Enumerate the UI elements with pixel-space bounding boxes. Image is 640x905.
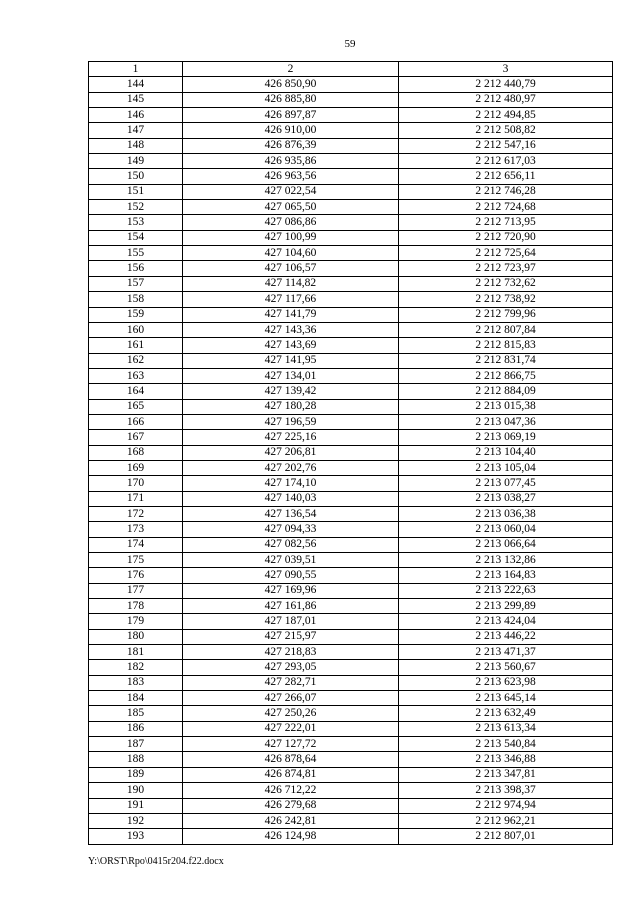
table-row bbox=[89, 261, 613, 276]
cell-x-coordinate: 427 282,71 bbox=[183, 675, 399, 690]
cell-y-coordinate: 2 212 494,85 bbox=[399, 108, 613, 123]
table-row bbox=[89, 230, 613, 245]
cell-x-coordinate: 427 082,56 bbox=[183, 537, 399, 552]
cell-y-coordinate: 2 212 725,64 bbox=[399, 246, 613, 261]
table-row bbox=[89, 368, 613, 383]
cell-point-number: 158 bbox=[89, 292, 183, 307]
cell-point-number: 186 bbox=[89, 721, 183, 736]
table-row bbox=[89, 154, 613, 169]
cell-point-number: 162 bbox=[89, 353, 183, 368]
header-row bbox=[89, 62, 613, 77]
table-row bbox=[89, 307, 613, 322]
cell-point-number: 183 bbox=[89, 675, 183, 690]
cell-y-coordinate: 2 212 807,84 bbox=[399, 322, 613, 337]
cell-y-coordinate: 2 213 347,81 bbox=[399, 767, 613, 782]
cell-point-number: 181 bbox=[89, 645, 183, 660]
cell-x-coordinate: 427 143,69 bbox=[183, 338, 399, 353]
cell-point-number: 157 bbox=[89, 276, 183, 291]
cell-x-coordinate: 427 202,76 bbox=[183, 460, 399, 475]
table-row bbox=[89, 476, 613, 491]
cell-point-number: 190 bbox=[89, 783, 183, 798]
cell-x-coordinate: 427 065,50 bbox=[183, 200, 399, 215]
cell-x-coordinate: 427 143,36 bbox=[183, 322, 399, 337]
footer-file-path: Y:\ORST\Rpo\0415r204.f22.docx bbox=[88, 856, 224, 867]
cell-y-coordinate: 2 212 815,83 bbox=[399, 338, 613, 353]
cell-point-number: 193 bbox=[89, 829, 183, 844]
cell-x-coordinate: 427 117,66 bbox=[183, 292, 399, 307]
cell-point-number: 173 bbox=[89, 522, 183, 537]
cell-point-number: 185 bbox=[89, 706, 183, 721]
cell-point-number: 174 bbox=[89, 537, 183, 552]
cell-y-coordinate: 2 212 732,62 bbox=[399, 276, 613, 291]
cell-point-number: 148 bbox=[89, 138, 183, 153]
cell-x-coordinate: 427 139,42 bbox=[183, 384, 399, 399]
cell-y-coordinate: 2 212 974,94 bbox=[399, 798, 613, 813]
table-row bbox=[89, 568, 613, 583]
cell-y-coordinate: 2 213 164,83 bbox=[399, 568, 613, 583]
cell-point-number: 154 bbox=[89, 230, 183, 245]
cell-point-number: 159 bbox=[89, 307, 183, 322]
cell-y-coordinate: 2 213 613,34 bbox=[399, 721, 613, 736]
table-row bbox=[89, 215, 613, 230]
cell-x-coordinate: 427 106,57 bbox=[183, 261, 399, 276]
cell-point-number: 191 bbox=[89, 798, 183, 813]
column-header-x-coordinate: 2 bbox=[183, 62, 399, 77]
cell-y-coordinate: 2 212 508,82 bbox=[399, 123, 613, 138]
table-row bbox=[89, 691, 613, 706]
cell-y-coordinate: 2 213 632,49 bbox=[399, 706, 613, 721]
cell-x-coordinate: 427 022,54 bbox=[183, 184, 399, 199]
cell-point-number: 168 bbox=[89, 445, 183, 460]
cell-point-number: 172 bbox=[89, 506, 183, 521]
cell-x-coordinate: 427 127,72 bbox=[183, 737, 399, 752]
table-body bbox=[89, 77, 613, 844]
cell-x-coordinate: 426 885,80 bbox=[183, 92, 399, 107]
cell-y-coordinate: 2 212 962,21 bbox=[399, 813, 613, 828]
cell-x-coordinate: 427 250,26 bbox=[183, 706, 399, 721]
cell-point-number: 152 bbox=[89, 200, 183, 215]
cell-point-number: 169 bbox=[89, 460, 183, 475]
cell-x-coordinate: 427 222,01 bbox=[183, 721, 399, 736]
cell-y-coordinate: 2 212 738,92 bbox=[399, 292, 613, 307]
cell-y-coordinate: 2 212 831,74 bbox=[399, 353, 613, 368]
cell-point-number: 165 bbox=[89, 399, 183, 414]
cell-x-coordinate: 427 140,03 bbox=[183, 491, 399, 506]
cell-point-number: 184 bbox=[89, 691, 183, 706]
table-row bbox=[89, 123, 613, 138]
cell-x-coordinate: 426 874,81 bbox=[183, 767, 399, 782]
cell-y-coordinate: 2 212 440,79 bbox=[399, 77, 613, 92]
table-row bbox=[89, 583, 613, 598]
page-number: 59 bbox=[344, 38, 356, 50]
cell-x-coordinate: 426 850,90 bbox=[183, 77, 399, 92]
cell-y-coordinate: 2 213 398,37 bbox=[399, 783, 613, 798]
cell-point-number: 178 bbox=[89, 599, 183, 614]
cell-y-coordinate: 2 213 060,04 bbox=[399, 522, 613, 537]
cell-point-number: 161 bbox=[89, 338, 183, 353]
cell-point-number: 176 bbox=[89, 568, 183, 583]
cell-point-number: 179 bbox=[89, 614, 183, 629]
cell-x-coordinate: 427 104,60 bbox=[183, 246, 399, 261]
cell-y-coordinate: 2 213 346,88 bbox=[399, 752, 613, 767]
table-row bbox=[89, 338, 613, 353]
table-row bbox=[89, 783, 613, 798]
cell-x-coordinate: 426 878,64 bbox=[183, 752, 399, 767]
table-row bbox=[89, 721, 613, 736]
cell-point-number: 171 bbox=[89, 491, 183, 506]
table-row bbox=[89, 506, 613, 521]
table-row bbox=[89, 169, 613, 184]
cell-y-coordinate: 2 213 038,27 bbox=[399, 491, 613, 506]
cell-y-coordinate: 2 213 047,36 bbox=[399, 414, 613, 429]
cell-point-number: 156 bbox=[89, 261, 183, 276]
cell-point-number: 170 bbox=[89, 476, 183, 491]
cell-x-coordinate: 427 086,86 bbox=[183, 215, 399, 230]
table-row bbox=[89, 460, 613, 475]
cell-point-number: 146 bbox=[89, 108, 183, 123]
table-row bbox=[89, 353, 613, 368]
table-row bbox=[89, 292, 613, 307]
cell-y-coordinate: 2 213 132,86 bbox=[399, 553, 613, 568]
cell-x-coordinate: 427 169,96 bbox=[183, 583, 399, 598]
cell-point-number: 164 bbox=[89, 384, 183, 399]
cell-point-number: 175 bbox=[89, 553, 183, 568]
cell-point-number: 163 bbox=[89, 368, 183, 383]
cell-x-coordinate: 427 215,97 bbox=[183, 629, 399, 644]
cell-point-number: 153 bbox=[89, 215, 183, 230]
cell-y-coordinate: 2 212 866,75 bbox=[399, 368, 613, 383]
cell-y-coordinate: 2 213 105,04 bbox=[399, 460, 613, 475]
cell-y-coordinate: 2 213 424,04 bbox=[399, 614, 613, 629]
table-row bbox=[89, 706, 613, 721]
cell-x-coordinate: 427 196,59 bbox=[183, 414, 399, 429]
cell-y-coordinate: 2 213 471,37 bbox=[399, 645, 613, 660]
cell-y-coordinate: 2 212 547,16 bbox=[399, 138, 613, 153]
cell-x-coordinate: 427 090,55 bbox=[183, 568, 399, 583]
cell-y-coordinate: 2 212 807,01 bbox=[399, 829, 613, 844]
table-row bbox=[89, 645, 613, 660]
coordinates-table bbox=[88, 61, 613, 845]
cell-x-coordinate: 427 180,28 bbox=[183, 399, 399, 414]
cell-y-coordinate: 2 213 066,64 bbox=[399, 537, 613, 552]
table-row bbox=[89, 138, 613, 153]
cell-x-coordinate: 426 712,22 bbox=[183, 783, 399, 798]
table-row bbox=[89, 629, 613, 644]
column-header-y-coordinate: 3 bbox=[399, 62, 613, 77]
table-row bbox=[89, 522, 613, 537]
cell-y-coordinate: 2 212 617,03 bbox=[399, 154, 613, 169]
table-header bbox=[89, 62, 613, 77]
column-header-point-number: 1 bbox=[89, 62, 183, 77]
table-row bbox=[89, 246, 613, 261]
table-row bbox=[89, 553, 613, 568]
cell-y-coordinate: 2 213 222,63 bbox=[399, 583, 613, 598]
cell-y-coordinate: 2 213 036,38 bbox=[399, 506, 613, 521]
cell-point-number: 182 bbox=[89, 660, 183, 675]
cell-y-coordinate: 2 213 104,40 bbox=[399, 445, 613, 460]
cell-point-number: 192 bbox=[89, 813, 183, 828]
cell-x-coordinate: 426 897,87 bbox=[183, 108, 399, 123]
cell-x-coordinate: 427 161,86 bbox=[183, 599, 399, 614]
cell-x-coordinate: 427 136,54 bbox=[183, 506, 399, 521]
table-row bbox=[89, 200, 613, 215]
cell-point-number: 147 bbox=[89, 123, 183, 138]
table-row bbox=[89, 675, 613, 690]
cell-y-coordinate: 2 213 077,45 bbox=[399, 476, 613, 491]
table-row bbox=[89, 445, 613, 460]
cell-x-coordinate: 427 187,01 bbox=[183, 614, 399, 629]
cell-point-number: 145 bbox=[89, 92, 183, 107]
table-row bbox=[89, 184, 613, 199]
cell-x-coordinate: 426 963,56 bbox=[183, 169, 399, 184]
table-row bbox=[89, 108, 613, 123]
table-row bbox=[89, 537, 613, 552]
cell-point-number: 180 bbox=[89, 629, 183, 644]
cell-x-coordinate: 427 206,81 bbox=[183, 445, 399, 460]
cell-x-coordinate: 427 114,82 bbox=[183, 276, 399, 291]
cell-y-coordinate: 2 213 446,22 bbox=[399, 629, 613, 644]
cell-x-coordinate: 426 910,00 bbox=[183, 123, 399, 138]
cell-y-coordinate: 2 212 720,90 bbox=[399, 230, 613, 245]
table-row bbox=[89, 384, 613, 399]
cell-x-coordinate: 427 039,51 bbox=[183, 553, 399, 568]
table-row bbox=[89, 813, 613, 828]
table-row bbox=[89, 660, 613, 675]
cell-y-coordinate: 2 213 069,19 bbox=[399, 430, 613, 445]
cell-y-coordinate: 2 213 623,98 bbox=[399, 675, 613, 690]
cell-x-coordinate: 427 225,16 bbox=[183, 430, 399, 445]
cell-x-coordinate: 427 094,33 bbox=[183, 522, 399, 537]
cell-point-number: 151 bbox=[89, 184, 183, 199]
cell-x-coordinate: 427 141,79 bbox=[183, 307, 399, 322]
table-row bbox=[89, 491, 613, 506]
table-row bbox=[89, 414, 613, 429]
cell-x-coordinate: 426 242,81 bbox=[183, 813, 399, 828]
cell-y-coordinate: 2 212 799,96 bbox=[399, 307, 613, 322]
cell-y-coordinate: 2 212 713,95 bbox=[399, 215, 613, 230]
table-row bbox=[89, 737, 613, 752]
cell-point-number: 177 bbox=[89, 583, 183, 598]
cell-point-number: 149 bbox=[89, 154, 183, 169]
cell-y-coordinate: 2 213 645,14 bbox=[399, 691, 613, 706]
table-row bbox=[89, 752, 613, 767]
cell-point-number: 167 bbox=[89, 430, 183, 445]
table-row bbox=[89, 322, 613, 337]
cell-y-coordinate: 2 213 015,38 bbox=[399, 399, 613, 414]
cell-x-coordinate: 426 935,86 bbox=[183, 154, 399, 169]
cell-y-coordinate: 2 212 746,28 bbox=[399, 184, 613, 199]
cell-x-coordinate: 427 174,10 bbox=[183, 476, 399, 491]
cell-y-coordinate: 2 212 884,09 bbox=[399, 384, 613, 399]
table-row bbox=[89, 614, 613, 629]
cell-x-coordinate: 427 100,99 bbox=[183, 230, 399, 245]
cell-x-coordinate: 426 876,39 bbox=[183, 138, 399, 153]
table-row bbox=[89, 276, 613, 291]
cell-point-number: 166 bbox=[89, 414, 183, 429]
cell-x-coordinate: 426 279,68 bbox=[183, 798, 399, 813]
cell-x-coordinate: 427 141,95 bbox=[183, 353, 399, 368]
cell-point-number: 150 bbox=[89, 169, 183, 184]
cell-y-coordinate: 2 213 540,84 bbox=[399, 737, 613, 752]
cell-point-number: 155 bbox=[89, 246, 183, 261]
cell-point-number: 160 bbox=[89, 322, 183, 337]
table-row bbox=[89, 92, 613, 107]
cell-y-coordinate: 2 212 656,11 bbox=[399, 169, 613, 184]
cell-y-coordinate: 2 212 724,68 bbox=[399, 200, 613, 215]
cell-x-coordinate: 427 134,01 bbox=[183, 368, 399, 383]
cell-point-number: 187 bbox=[89, 737, 183, 752]
table-row bbox=[89, 77, 613, 92]
cell-y-coordinate: 2 212 480,97 bbox=[399, 92, 613, 107]
cell-point-number: 189 bbox=[89, 767, 183, 782]
table-row bbox=[89, 599, 613, 614]
cell-point-number: 144 bbox=[89, 77, 183, 92]
cell-x-coordinate: 427 218,83 bbox=[183, 645, 399, 660]
cell-point-number: 188 bbox=[89, 752, 183, 767]
cell-y-coordinate: 2 213 299,89 bbox=[399, 599, 613, 614]
table-row bbox=[89, 430, 613, 445]
cell-y-coordinate: 2 213 560,67 bbox=[399, 660, 613, 675]
cell-x-coordinate: 427 293,05 bbox=[183, 660, 399, 675]
table-row bbox=[89, 798, 613, 813]
table-row bbox=[89, 399, 613, 414]
table-row bbox=[89, 767, 613, 782]
cell-x-coordinate: 426 124,98 bbox=[183, 829, 399, 844]
table-row bbox=[89, 829, 613, 844]
cell-y-coordinate: 2 212 723,97 bbox=[399, 261, 613, 276]
cell-x-coordinate: 427 266,07 bbox=[183, 691, 399, 706]
